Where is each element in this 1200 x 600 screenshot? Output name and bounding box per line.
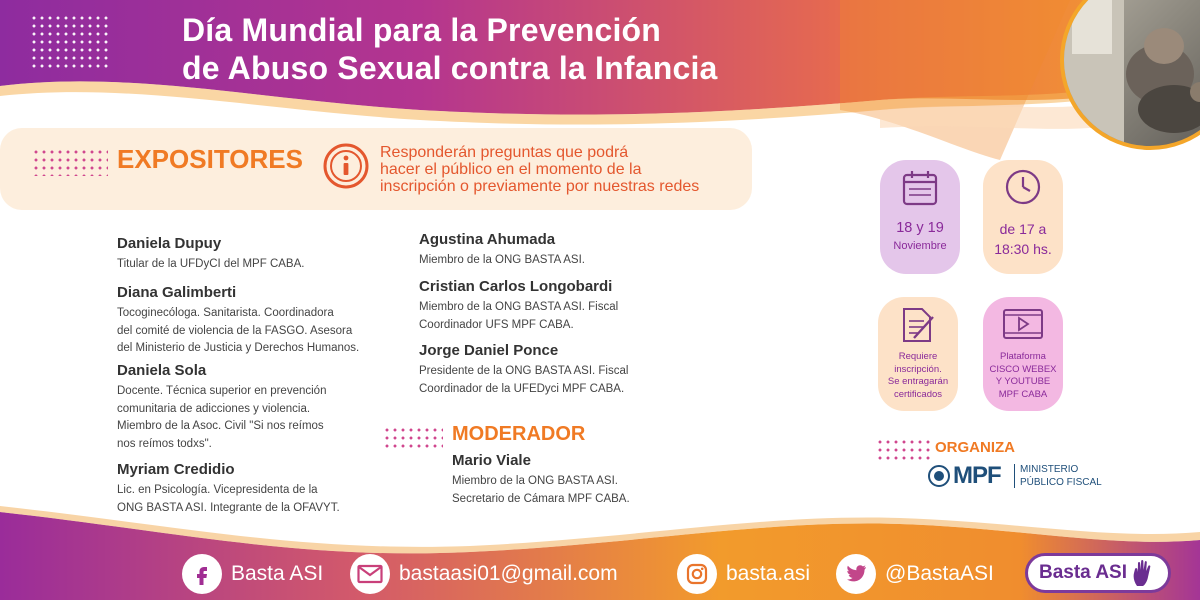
organiza-heading: ORGANIZA	[935, 439, 1015, 456]
speaker-role: Miembro de la ONG BASTA ASI. Fiscal Coordinador UFS MPF CABA.	[419, 301, 619, 331]
time-text: de 17 a 18:30 hs.	[994, 221, 1052, 257]
speaker-name: Agustina Ahumada	[419, 231, 556, 248]
registration-card	[878, 297, 958, 411]
facebook-icon	[182, 554, 222, 594]
time-card	[983, 160, 1063, 274]
speaker-daniela-sola	[117, 362, 397, 453]
mpf-logo-letters: MPF	[953, 462, 1001, 489]
speaker-name: Daniela Sola	[117, 362, 207, 379]
instagram-icon	[677, 554, 717, 594]
speaker-daniela-dupuy	[117, 235, 397, 274]
speaker-role: Docente. Técnica superior en prevención comunitaria de adicciones y violencia. Miembro de la Asoc. Civil "Si nos reímos nos reímos todxs".	[117, 385, 327, 450]
twitter-link[interactable]	[836, 552, 994, 596]
registration-text: Requiere inscripción. Se entragarán certificados	[887, 351, 949, 400]
email-label: bastaasi01@gmail.com	[399, 562, 618, 585]
basta-asi-badge-text: Basta ASI	[1039, 562, 1127, 583]
document-pen-icon	[900, 305, 936, 345]
decorative-dots-organiza	[876, 438, 930, 460]
speaker-diana-galimberti	[117, 284, 397, 358]
speaker-name: Jorge Daniel Ponce	[419, 342, 559, 359]
speaker-myriam-credidio	[117, 461, 397, 517]
speaker-name: Daniela Dupuy	[117, 235, 222, 252]
speaker-cristian-longobardi	[419, 278, 699, 334]
platform-text: Plataforma CISCO WEBEX Y YOUTUBE MPF CABA	[989, 351, 1057, 400]
mpf-logo-line-2: PÚBLICO FISCAL	[1020, 477, 1102, 488]
date-card	[880, 160, 960, 274]
speaker-name: Diana Galimberti	[117, 284, 237, 301]
speaker-role: Tocoginecóloga. Sanitarista. Coordinadora del comité de violencia de la FASGO. Asesora del Ministerio de Justicia y Derechos Humanos.	[117, 307, 360, 354]
speaker-name: Cristian Carlos Longobardi	[419, 278, 613, 295]
seal-icon	[928, 465, 950, 487]
mpf-logo	[928, 461, 1118, 491]
speaker-role: Miembro de la ONG BASTA ASI. Secretario de Cámara MPF CABA.	[452, 475, 630, 505]
instagram-label: basta.asi	[726, 562, 811, 585]
clock-icon	[1003, 167, 1043, 207]
speaker-agustina-ahumada	[419, 231, 699, 270]
decorative-dots-expositores	[32, 148, 108, 176]
speaker-role: Miembro de la ONG BASTA ASI.	[419, 254, 585, 266]
decorative-dots-top-left	[30, 14, 110, 70]
speaker-role: Presidente de la ONG BASTA ASI. Fiscal Coordinador de la UFEDyci MPF CABA.	[419, 365, 629, 395]
facebook-label: Basta ASI	[231, 562, 324, 585]
logo-divider	[1014, 464, 1015, 488]
twitter-icon	[836, 554, 876, 594]
title-line-1: Día Mundial para la Prevención	[182, 12, 662, 48]
twitter-label: @BastaASI	[885, 562, 994, 585]
speaker-role: Lic. en Psicología. Vicepresidenta de la ONG BASTA ASI. Integrante de la OFAVYT.	[117, 484, 340, 514]
speaker-name: Myriam Credidio	[117, 461, 235, 478]
email-icon	[350, 554, 390, 594]
mpf-logo-line-1: MINISTERIO	[1020, 464, 1079, 475]
speaker-role: Titular de la UFDyCI del MPF CABA.	[117, 258, 305, 270]
info-text: Responderán preguntas que podrá hacer el público en el momento de la inscripción o previamente por nuestras redes	[380, 144, 700, 195]
email-link[interactable]	[350, 552, 618, 596]
hand-icon	[1131, 558, 1157, 588]
moderador-mario-viale	[452, 452, 732, 508]
date-month: Noviembre	[893, 240, 947, 252]
instagram-link[interactable]	[677, 552, 810, 596]
calendar-icon	[900, 168, 940, 208]
video-player-icon	[1001, 307, 1045, 341]
date-days: 18 y 19	[896, 220, 944, 236]
mpf-logo-text	[1020, 463, 1102, 489]
basta-asi-badge	[1025, 553, 1171, 593]
speaker-jorge-ponce	[419, 342, 699, 398]
speaker-name: Mario Viale	[452, 452, 531, 469]
expositores-heading: EXPOSITORES	[117, 144, 303, 174]
moderador-heading: MODERADOR	[452, 423, 586, 445]
facebook-link[interactable]	[182, 552, 323, 596]
platform-card	[983, 297, 1063, 411]
info-icon	[323, 143, 369, 189]
title-line-2: de Abuso Sexual contra la Infancia	[182, 50, 718, 86]
